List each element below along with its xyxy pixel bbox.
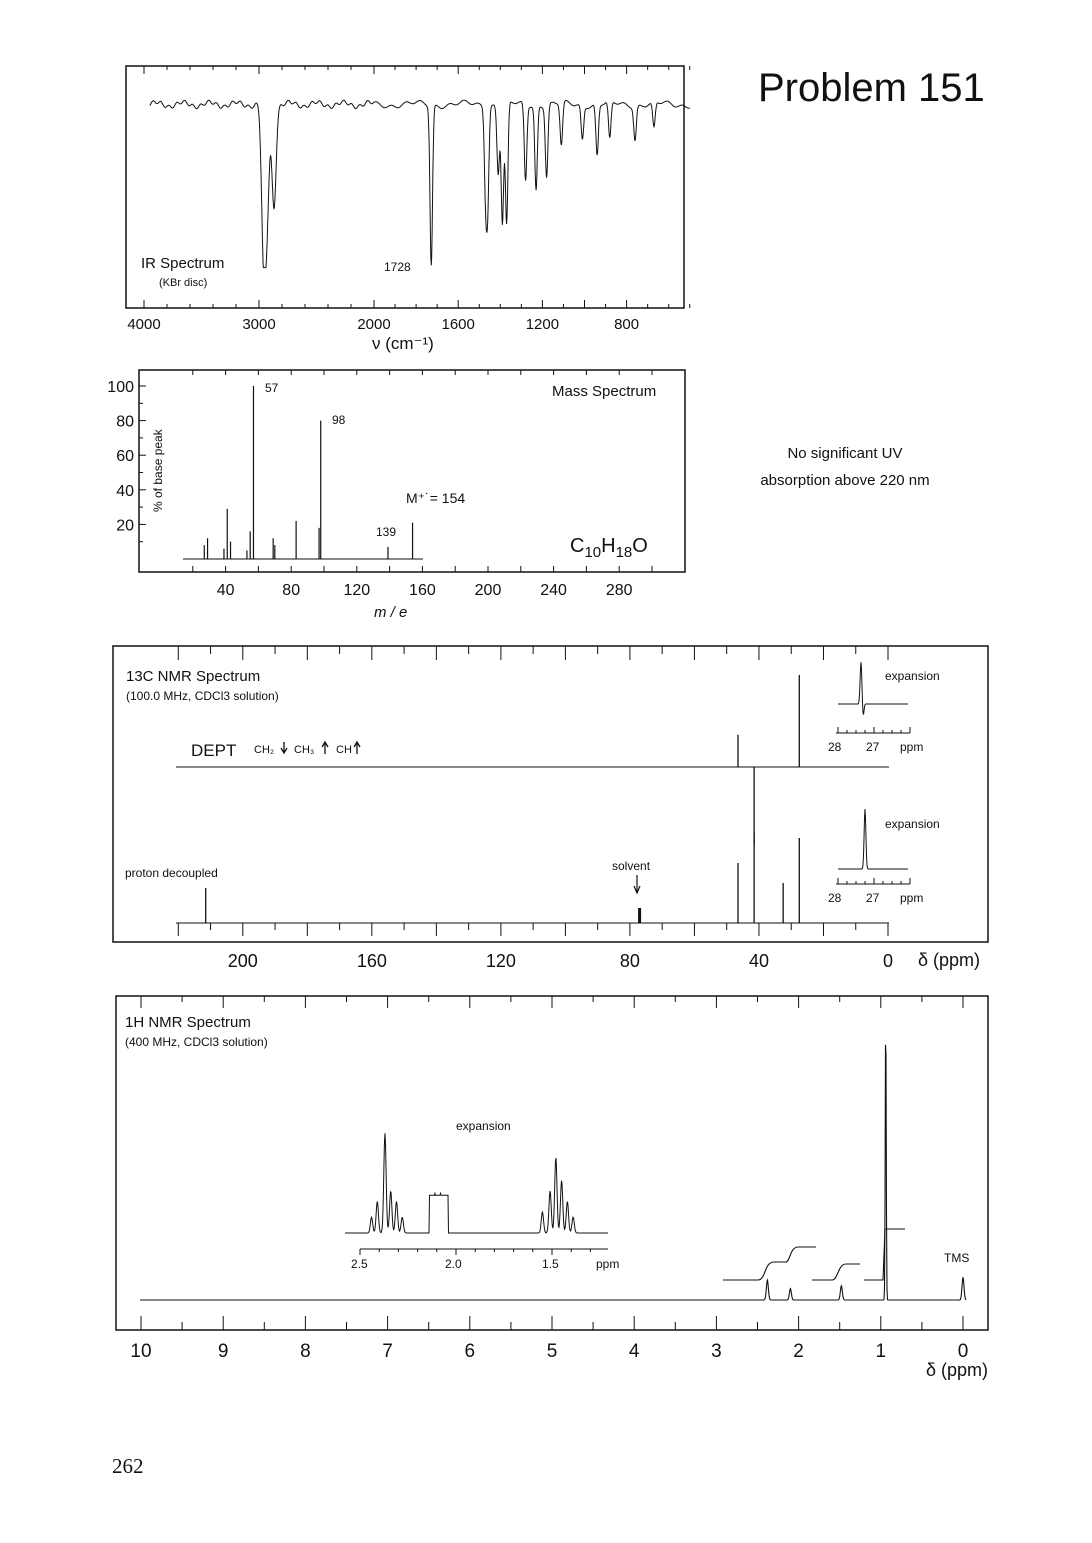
- formula-element: C: [570, 535, 585, 557]
- h1-exp-tick-ppm: ppm: [596, 1257, 620, 1271]
- ir-x-tick-label: 1600: [441, 316, 475, 333]
- dept-expansion-label: expansion: [885, 669, 940, 683]
- dept-exp-tick-27: 27: [866, 740, 880, 754]
- ms-molecular-ion: M⁺˙= 154: [406, 490, 466, 506]
- c13-x-tick-label: 200: [227, 951, 258, 971]
- dept-legend-ch3: CH₃: [294, 744, 315, 756]
- ms-x-tick-label: 120: [343, 582, 371, 599]
- ir-title: IR Spectrum: [141, 255, 225, 272]
- h1-expansion-trace: [345, 1133, 608, 1233]
- c13-x-axis-label: δ (ppm): [918, 950, 981, 970]
- ms-x-tick-label: 40: [216, 582, 235, 599]
- h1-x-tick-label: 7: [382, 1341, 393, 1362]
- c13-subtitle: (100.0 MHz, CDCl3 solution): [126, 689, 279, 703]
- h1-exp-tick-2-5: 2.5: [351, 1257, 368, 1271]
- ir-subtitle: (KBr disc): [159, 277, 208, 289]
- formula-subscript: 10: [584, 544, 602, 561]
- c13-dept-expansion: [828, 662, 940, 754]
- h1-expansion-label: expansion: [456, 1119, 511, 1133]
- ir-spectrum-panel: [126, 66, 690, 353]
- ms-formula-text: [570, 535, 648, 561]
- h1-x-tick-label: 4: [628, 1341, 640, 1362]
- ir-x-tick-labels: [127, 316, 639, 333]
- ir-x-axis-label: ν (cm⁻¹): [372, 334, 434, 353]
- h1-exp-tick-2-0: 2.0: [445, 1257, 462, 1271]
- h1-nmr-panel: [116, 996, 988, 1380]
- ms-y-tick-label: 40: [116, 482, 134, 500]
- ms-x-tick-label: 80: [282, 582, 301, 599]
- c13-x-tick-label: 80: [619, 951, 640, 971]
- c13-ticks: [178, 646, 888, 936]
- h1-x-tick-labels: [130, 1341, 968, 1362]
- ms-peak-label-98: 98: [332, 413, 346, 427]
- dept-legend-ch2: CH₂: [254, 744, 275, 756]
- solvent-arrow-icon: [634, 875, 640, 893]
- c13-x-tick-label: 40: [748, 951, 769, 971]
- dec-exp-tick-28: 28: [828, 891, 842, 905]
- ir-x-tick-label: 2000: [357, 316, 391, 333]
- h1-title: 1H NMR Spectrum: [125, 1014, 251, 1031]
- c13-decoupled-expansion: [828, 809, 940, 905]
- h1-x-tick-label: 10: [130, 1341, 152, 1362]
- problem-title: Problem 151: [758, 66, 985, 110]
- h1-integral-curve: [723, 1229, 905, 1280]
- mass-spectrum-panel: [107, 370, 685, 621]
- h1-expansion: [345, 1119, 619, 1271]
- ms-formula: [570, 535, 648, 561]
- arrow-up-icon: [354, 742, 360, 754]
- c13-x-tick-labels: [228, 951, 893, 971]
- h1-x-axis-label: δ (ppm): [926, 1360, 989, 1380]
- proton-decoupled-label: proton decoupled: [125, 866, 218, 880]
- c13-x-tick-label: 160: [356, 951, 387, 971]
- h1-subtitle: (400 MHz, CDCl3 solution): [125, 1035, 268, 1049]
- ms-y-tick-label: 100: [107, 379, 134, 396]
- c13-x-tick-label: 0: [882, 951, 894, 971]
- formula-element: O: [632, 535, 648, 557]
- ms-y-tick-label: 80: [116, 413, 134, 431]
- ir-x-tick-label: 1200: [525, 316, 560, 333]
- dept-label: DEPT: [191, 741, 237, 760]
- uv-note-line2: absorption above 220 nm: [760, 472, 930, 489]
- ms-x-tick-label: 160: [409, 582, 436, 599]
- page-number: 262: [112, 1454, 144, 1478]
- h1-expansion-ticks: [360, 1249, 590, 1255]
- ms-peak-label-139: 139: [376, 525, 397, 539]
- ms-title: Mass Spectrum: [552, 383, 657, 400]
- uv-note-line1: No significant UV: [787, 445, 903, 462]
- decoupled-expansion-ticks: [838, 878, 910, 884]
- formula-subscript: 18: [615, 544, 633, 561]
- c13-x-tick-label: 120: [485, 951, 516, 971]
- c13-nmr-panel: [113, 646, 988, 971]
- h1-x-tick-label: 9: [217, 1341, 229, 1362]
- solvent-label: solvent: [612, 859, 651, 873]
- ms-y-axis-label: % of base peak: [151, 429, 165, 512]
- dept-exp-tick-28: 28: [828, 740, 842, 754]
- dept-exp-tick-ppm: ppm: [900, 740, 924, 754]
- ir-annotation-1728: 1728: [384, 260, 411, 274]
- h1-x-tick-label: 5: [546, 1341, 558, 1362]
- ms-y-tick-label: 20: [116, 517, 134, 535]
- ms-x-tick-label: 280: [605, 582, 633, 599]
- ir-x-tick-label: 4000: [127, 316, 161, 333]
- h1-x-tick-label: 3: [711, 1341, 722, 1362]
- ms-peak-label-57: 57: [265, 381, 279, 395]
- decoupled-expansion-label: expansion: [885, 817, 940, 831]
- arrow-down-icon: [281, 742, 287, 753]
- dec-exp-tick-ppm: ppm: [900, 891, 924, 905]
- dec-exp-tick-27: 27: [866, 891, 880, 905]
- tms-label: TMS: [944, 1251, 970, 1265]
- ms-x-tick-label: 240: [540, 582, 567, 599]
- ms-y-tick-labels: [107, 379, 134, 534]
- ir-x-tick-label: 3000: [242, 316, 276, 333]
- ms-x-tick-labels: [217, 582, 633, 599]
- h1-exp-tick-1-5: 1.5: [542, 1257, 559, 1271]
- ms-x-tick-label: 200: [474, 582, 502, 599]
- h1-x-tick-label: 8: [300, 1341, 311, 1362]
- ir-x-tick-label: 800: [614, 316, 640, 333]
- dept-expansion-ticks: [838, 727, 910, 733]
- ms-x-axis-label: m / e: [374, 604, 408, 621]
- dept-legend-ch: CH: [336, 744, 352, 756]
- ir-trace: [150, 100, 690, 267]
- c13-title: 13C NMR Spectrum: [126, 668, 261, 685]
- h1-x-tick-label: 2: [793, 1341, 804, 1362]
- h1-x-tick-label: 6: [464, 1341, 476, 1362]
- h1-x-tick-label: 0: [957, 1341, 969, 1362]
- ms-y-tick-label: 60: [116, 448, 134, 466]
- arrow-up-icon: [322, 742, 328, 754]
- formula-element: H: [601, 535, 616, 557]
- c13-peaks: [206, 675, 800, 923]
- h1-x-tick-label: 1: [875, 1341, 887, 1362]
